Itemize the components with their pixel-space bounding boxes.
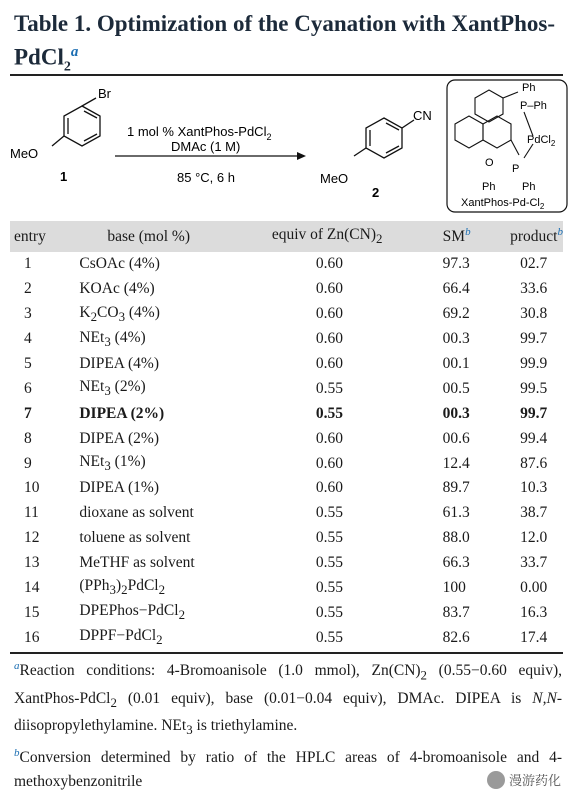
cell-equiv: 0.55	[315, 603, 343, 621]
cell-equiv: 0.55	[315, 504, 343, 522]
title-line1: Table 1. Optimization of the Cyanation with XantPhos-	[14, 11, 555, 36]
catalyst-p-bottom: P	[512, 163, 520, 175]
cell-sm: 00.6	[442, 429, 470, 447]
cell-equiv: 0.60	[315, 429, 343, 447]
cell-entry: 11	[24, 504, 39, 522]
cell-product: 87.6	[520, 454, 548, 472]
cell-equiv: 0.60	[315, 330, 343, 348]
cell-entry: 7	[24, 404, 32, 422]
cell-product: 33.6	[520, 280, 548, 298]
cell-product: 16.3	[520, 603, 548, 621]
condition-catalyst: 1 mol % XantPhos-PdCl$_2$	[127, 124, 272, 142]
cell-base: MeTHF as solvent	[79, 554, 195, 572]
cell-equiv: 0.55	[315, 628, 343, 646]
table-row	[10, 327, 563, 352]
cell-sm: 66.4	[442, 280, 470, 298]
cell-equiv: 0.55	[315, 379, 343, 397]
cell-product: 33.7	[520, 554, 548, 572]
reaction-scheme-drawing	[0, 78, 573, 216]
reaction-scheme	[0, 78, 573, 216]
cell-base: DIPEA (4%)	[79, 355, 160, 372]
table-header-row	[10, 221, 563, 252]
cell-sm: 00.5	[442, 379, 470, 397]
header-base: base (mol %)	[107, 227, 190, 245]
cell-equiv: 0.60	[315, 479, 343, 497]
cell-base: DPEPhos−PdCl$_2$	[79, 602, 186, 623]
arrow-head	[297, 152, 306, 160]
cell-entry: 5	[24, 355, 32, 372]
table-row	[10, 277, 563, 302]
top-rule	[10, 74, 563, 76]
cell-entry: 16	[24, 628, 40, 646]
cell-base: NEt$_3$ (4%)	[79, 328, 146, 349]
catalyst-name-label: XantPhos-$Pd-Cl_2$	[461, 197, 545, 211]
cell-product: 99.9	[520, 355, 548, 372]
cell-sm: 88.0	[442, 529, 470, 547]
cell-base: dioxane as solvent	[79, 504, 194, 522]
cell-entry: 3	[24, 305, 32, 323]
cell-sm: 82.6	[442, 628, 470, 646]
cell-entry: 9	[24, 454, 32, 472]
cell-sm: 89.7	[442, 479, 470, 497]
reactant-meo-label: MeO	[10, 146, 39, 161]
cell-equiv: 0.60	[315, 454, 343, 472]
cell-base: $(PPh_3)_2PdCl_2$	[79, 577, 166, 598]
cell-entry: 4	[24, 330, 32, 348]
title-subscript: 2	[63, 59, 71, 75]
cell-product: 0.00	[520, 579, 548, 597]
footnote-b: $^b$Conversion determined by ratio of the HPLC areas of 4-bromoanisole and 4-methoxybenzonitrile	[14, 746, 562, 790]
cell-equiv: 0.60	[315, 305, 343, 323]
table-row	[10, 551, 563, 576]
cell-sm: 83.7	[442, 603, 470, 621]
cell-sm: 66.3	[442, 554, 470, 572]
product-number: 2	[372, 185, 380, 200]
cell-base: CsOAc (4%)	[79, 255, 160, 273]
cell-base: toluene as solvent	[79, 529, 191, 547]
cell-product: 38.7	[520, 504, 548, 522]
header-product: product$^b$	[510, 226, 563, 246]
cell-product: 17.4	[520, 628, 548, 646]
product-meo-label: MeO	[320, 171, 349, 186]
table-row	[10, 576, 563, 601]
cell-base: $K_2CO_3$ (4%)	[79, 303, 160, 324]
table-row	[10, 426, 563, 451]
table-row	[10, 252, 563, 277]
cell-entry: 6	[24, 379, 32, 397]
table-title	[14, 10, 564, 81]
reactant-br-label: Br	[98, 86, 111, 101]
cell-product: 10.3	[520, 479, 548, 497]
cell-product: 99.7	[520, 330, 548, 348]
catalyst-ph-bottom-left: Ph	[482, 181, 496, 193]
table-row	[10, 451, 563, 476]
footnotes	[14, 655, 562, 793]
cell-sm: 00.3	[442, 330, 470, 348]
catalyst-pd-label: PdCl$_2$	[527, 134, 556, 148]
table-row	[10, 352, 563, 377]
condition-temperature: 85 °C, 6 h	[177, 170, 235, 185]
catalyst-oxygen: O	[485, 157, 494, 169]
cell-entry: 13	[24, 554, 40, 572]
cell-sm: 61.3	[442, 504, 470, 522]
cell-equiv: 0.55	[315, 404, 343, 422]
cell-base: KOAc (4%)	[79, 280, 155, 298]
product-cn-label: CN	[413, 108, 432, 123]
bottom-rule	[10, 652, 563, 654]
table-row	[10, 376, 563, 401]
cell-equiv: 0.60	[315, 255, 343, 273]
cell-base: DIPEA (1%)	[79, 479, 160, 497]
table-row	[10, 401, 563, 426]
header-sm: SM$^b$	[442, 226, 471, 246]
reactant-number: 1	[60, 169, 68, 184]
cell-entry: 1	[24, 255, 32, 273]
product-structure	[354, 118, 414, 158]
cell-entry: 14	[24, 579, 40, 597]
cell-base: NEt$_3$ (1%)	[79, 453, 146, 474]
optimization-table	[10, 221, 563, 650]
table-row	[10, 476, 563, 501]
cell-equiv: 0.60	[315, 355, 343, 372]
table-row	[10, 501, 563, 526]
cell-product: 99.7	[520, 404, 548, 422]
header-entry: entry	[14, 227, 46, 245]
cell-sm: 100	[442, 579, 466, 597]
cell-sm: 12.4	[442, 454, 470, 472]
cell-equiv: 0.55	[315, 579, 343, 597]
table-row	[10, 526, 563, 551]
reactant-structure	[52, 98, 100, 146]
cell-equiv: 0.55	[315, 529, 343, 547]
header-equiv: equiv of $Zn(CN)_2$	[271, 225, 383, 247]
footnote-a: $^a$Reaction conditions: 4-Bromoanisole (1.0 mmol), $Zn(CN)_2$ (0.55−0.60 equiv), XantPhos-PdCl$_2$ (0.01 equiv), base (0.01−0.04 equiv), DMAc. DIPEA is N,N-diisopropylethylamine. NEt$_3$ is triethylamine.	[14, 660, 562, 738]
table-row	[10, 600, 563, 625]
cell-product: 02.7	[520, 255, 548, 273]
cell-sm: 00.1	[442, 355, 470, 372]
cell-sm: 69.2	[442, 305, 470, 323]
watermark-text: 漫游药化	[508, 774, 561, 789]
wechat-icon	[487, 771, 505, 789]
cell-base: DIPEA (2%)	[79, 429, 160, 447]
watermark	[487, 770, 561, 789]
cell-base: DIPEA (2%)	[79, 404, 165, 422]
table-row	[10, 625, 563, 650]
cell-equiv: 0.55	[315, 554, 343, 572]
cell-base: DPPF−PdCl$_2$	[79, 627, 163, 648]
cell-product: 12.0	[520, 529, 548, 547]
catalyst-ph-bottom-right: Ph	[522, 181, 536, 193]
title-line2: PdCl	[14, 44, 64, 70]
cell-product: 99.4	[520, 429, 548, 447]
cell-entry: 8	[24, 429, 32, 447]
cell-product: 99.5	[520, 379, 548, 397]
cell-product: 30.8	[520, 305, 548, 323]
catalyst-p-top: P–Ph	[520, 100, 547, 112]
catalyst-ph-top: Ph	[522, 82, 536, 94]
condition-solvent: DMAc (1 M)	[171, 139, 241, 154]
cell-base: NEt$_3$ (2%)	[79, 378, 146, 399]
cell-equiv: 0.60	[315, 280, 343, 298]
cell-sm: 97.3	[442, 255, 470, 273]
cell-entry: 2	[24, 280, 32, 298]
cell-sm: 00.3	[442, 404, 470, 422]
cell-entry: 10	[24, 479, 40, 497]
cell-entry: 15	[24, 603, 40, 621]
table-row	[10, 302, 563, 327]
title-footnote-mark: a	[70, 44, 79, 60]
cell-entry: 12	[24, 529, 40, 547]
